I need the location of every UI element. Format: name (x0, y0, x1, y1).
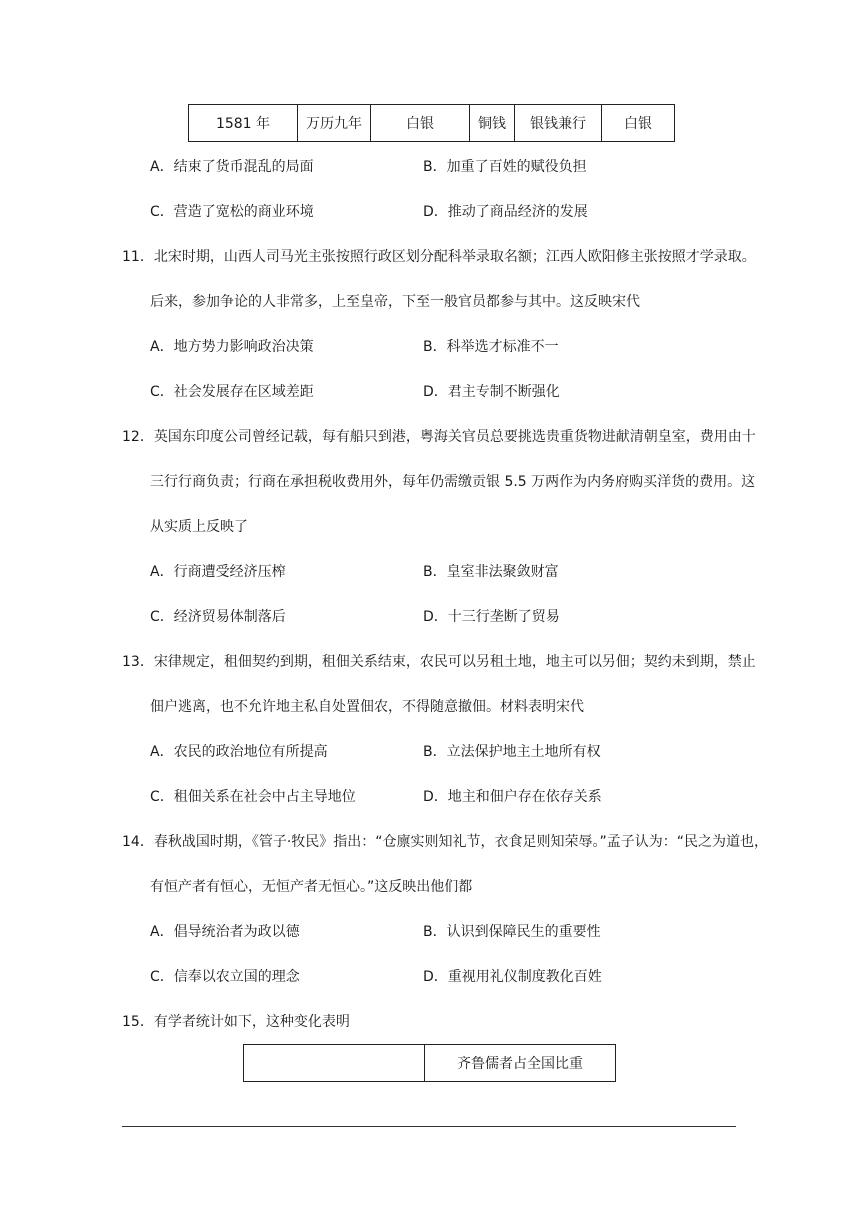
table-cell: 白银 (371, 105, 470, 142)
q12-stem-line1: 12．英国东印度公司曾经记载，每有船只到港，粤海关官员总要挑选贵重货物进献清朝皇室，费用由十 (122, 429, 756, 445)
table-cell: 1581 年 (189, 105, 298, 142)
q12-option-d: D．十三行垄断了贸易 (423, 609, 560, 625)
q10-option-c: C．营造了宽松的商业环境 (150, 204, 314, 220)
currency-table (188, 104, 675, 142)
q14-option-a: A．倡导统治者为政以德 (150, 924, 300, 940)
q12-option-c: C．经济贸易体制落后 (150, 609, 286, 625)
q10-option-d: D．推动了商品经济的发展 (423, 204, 588, 220)
table-row (189, 105, 675, 142)
q13-stem-line2: 佃户逃离，也不允许地主私自处置佃农，不得随意撤佃。材料表明宋代 (150, 699, 584, 715)
q14-stem-line2: 有恒产者有恒心，无恒产者无恒心。”这反映出他们都 (150, 879, 473, 895)
q13-option-d: D．地主和佃户存在依存关系 (423, 789, 602, 805)
q12-option-a: A．行商遭受经济压榨 (150, 564, 286, 580)
scholar-stats-table (243, 1044, 616, 1082)
q11-option-c: C．社会发展存在区域差距 (150, 384, 314, 400)
q10-option-a: A．结束了货币混乱的局面 (150, 159, 314, 175)
q11-option-a: A．地方势力影响政治决策 (150, 339, 314, 355)
q13-option-c: C．租佃关系在社会中占主导地位 (150, 789, 356, 805)
table-cell: 白银 (602, 105, 675, 142)
q14-option-b: B．认识到保障民生的重要性 (423, 924, 601, 940)
table-cell: 万历九年 (298, 105, 371, 142)
q14-option-c: C．信奉以农立国的理念 (150, 969, 300, 985)
table-cell: 银钱兼行 (515, 105, 602, 142)
q12-stem-line2: 三行行商负责；行商在承担税收费用外，每年仍需缴贡银 5.5 万两作为内务府购买洋货的费用。这 (150, 474, 756, 490)
q11-option-b: B．科举选才标准不一 (423, 339, 559, 355)
q11-stem-line1: 11．北宋时期，山西人司马光主张按照行政区划分配科举录取名额；江西人欧阳修主张按照才学录取。 (122, 249, 756, 265)
q12-option-b: B．皇室非法聚敛财富 (423, 564, 559, 580)
q14-option-d: D．重视用礼仪制度教化百姓 (423, 969, 602, 985)
table-header-cell: 齐鲁儒者占全国比重 (425, 1045, 616, 1082)
table-cell: 铜钱 (470, 105, 515, 142)
q12-stem-line3: 从实质上反映了 (150, 519, 248, 535)
q14-stem-line1: 14．春秋战国时期，《管子·牧民》指出：“仓廪实则知礼节，衣食足则知荣辱。”孟子认为：“民之为道也， (122, 834, 769, 850)
q13-option-a: A．农民的政治地位有所提高 (150, 744, 328, 760)
q15-stem-line1: 15．有学者统计如下，这种变化表明 (122, 1014, 350, 1030)
q13-option-b: B．立法保护地主土地所有权 (423, 744, 601, 760)
page-footer-divider (122, 1126, 736, 1127)
q11-stem-line2: 后来，参加争论的人非常多，上至皇帝，下至一般官员都参与其中。这反映宋代 (150, 294, 640, 310)
q13-stem-line1: 13．宋律规定，租佃契约到期，租佃关系结束，农民可以另租土地，地主可以另佃；契约未到期，禁止 (122, 654, 756, 670)
q11-option-d: D．君主专制不断强化 (423, 384, 560, 400)
table-row (244, 1045, 616, 1082)
q10-option-b: B．加重了百姓的赋役负担 (423, 159, 587, 175)
table-cell (244, 1045, 425, 1082)
